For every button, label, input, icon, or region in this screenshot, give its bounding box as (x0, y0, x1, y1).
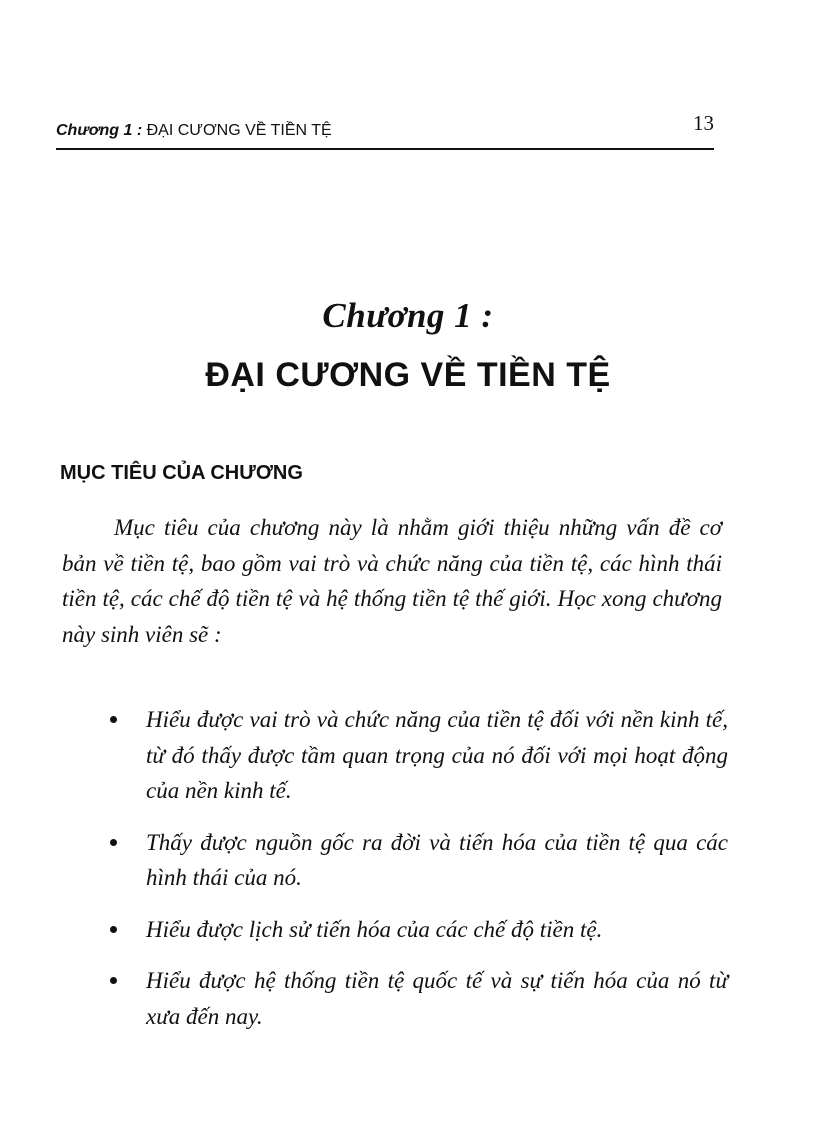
bullet-icon (110, 716, 117, 723)
running-header-chapter-label: Chương 1 : (56, 122, 143, 139)
running-header-chapter (56, 122, 332, 140)
objective-text: Hiểu được vai trò và chức năng của tiền tệ đối với nền kinh tế, từ đó thấy được tầm quan trọng của nó đối với mọi hoạt động của nền kinh tế. (146, 707, 728, 803)
objective-text: Hiểu được lịch sử tiến hóa của các chế độ tiền tệ. (146, 916, 603, 942)
running-header (56, 104, 714, 150)
objectives-heading: MỤC TIÊU CỦA CHƯƠNG (60, 462, 303, 484)
objectives-list (110, 702, 728, 1050)
objectives-intro-paragraph: Mục tiêu của chương này là nhằm giới thiệu những vấn đề cơ bản về tiền tệ, bao gồm vai trò và chức năng của tiền tệ, các hình thái tiền tệ, các chế độ tiền tệ và hệ thống tiền tệ thế giới. Học xong chương này sinh viên sẽ : (62, 515, 722, 647)
chapter-label: Chương 1 : (322, 296, 494, 335)
objective-item (110, 825, 728, 896)
bullet-icon (110, 977, 117, 984)
running-header-chapter-title: ĐẠI CƯƠNG VỀ TIỀN TỆ (146, 122, 332, 139)
objective-text: Hiểu được hệ thống tiền tệ quốc tế và sự tiến hóa của nó từ xưa đến nay. (146, 968, 728, 1029)
chapter-title: ĐẠI CƯƠNG VỀ TIỀN TỆ (205, 356, 611, 394)
objective-text: Thấy được nguồn gốc ra đời và tiến hóa của tiền tệ qua các hình thái của nó. (146, 829, 728, 890)
page-number: 13 (693, 111, 714, 135)
bullet-icon (110, 926, 117, 933)
objective-item (110, 702, 728, 809)
objective-item (110, 912, 728, 948)
bullet-icon (110, 839, 117, 846)
objective-item (110, 963, 728, 1034)
